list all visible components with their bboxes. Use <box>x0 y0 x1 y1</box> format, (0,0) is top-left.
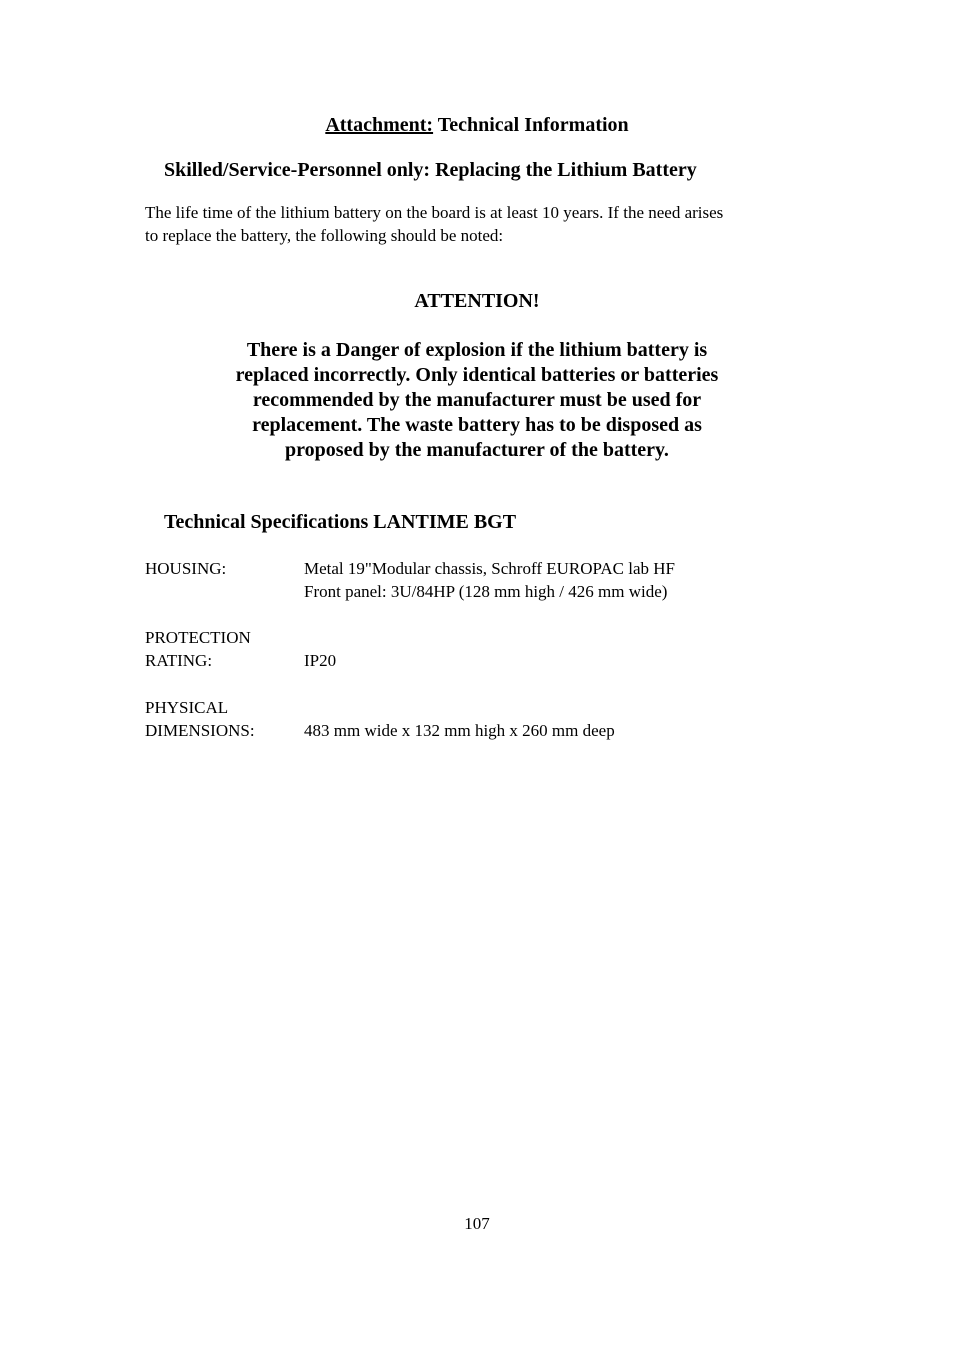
specs-section-heading: Technical Specifications LANTIME BGT <box>164 511 517 533</box>
page-title <box>0 112 954 138</box>
battery-intro-paragraph <box>145 201 813 247</box>
protection-label-line1: PROTECTION <box>145 628 251 647</box>
warning-line: replacement. The waste battery has to be disposed as <box>252 414 702 436</box>
title-text: Technical Information <box>437 114 629 136</box>
dimensions-value: 483 mm wide x 132 mm high x 260 mm deep <box>304 721 615 740</box>
page-number: 107 <box>464 1214 490 1233</box>
warning-line: recommended by the manufacturer must be used for <box>252 389 702 411</box>
intro-line: to replace the battery, the following should be noted: <box>145 226 504 245</box>
housing-label: HOUSING: <box>145 559 227 578</box>
warning-line: replaced incorrectly. Only identical batteries or batteries <box>235 364 719 386</box>
protection-label-line2: RATING: <box>145 651 213 670</box>
battery-section-heading: Skilled/Service-Personnel only: Replacing the Lithium Battery <box>164 159 697 181</box>
warning-line: There is a Danger of explosion if the lithium battery is <box>246 339 708 361</box>
housing-value-line1: Metal 19"Modular chassis, Schroff EUROPAC lab HF <box>304 559 676 578</box>
protection-value: IP20 <box>304 651 337 670</box>
dimensions-label-line2: DIMENSIONS: <box>145 721 255 740</box>
housing-value-line2: Front panel: 3U/84HP (128 mm high / 426 mm wide) <box>304 582 668 601</box>
dimensions-label-line1: PHYSICAL <box>145 698 229 717</box>
attention-title: ATTENTION! <box>414 290 540 312</box>
warning-line: proposed by the manufacturer of the battery. <box>285 439 669 461</box>
attachment-label: Attachment: <box>325 114 434 136</box>
intro-line: The life time of the lithium battery on the board is at least 10 years. If the need arises <box>145 203 724 222</box>
battery-warning <box>0 338 954 463</box>
